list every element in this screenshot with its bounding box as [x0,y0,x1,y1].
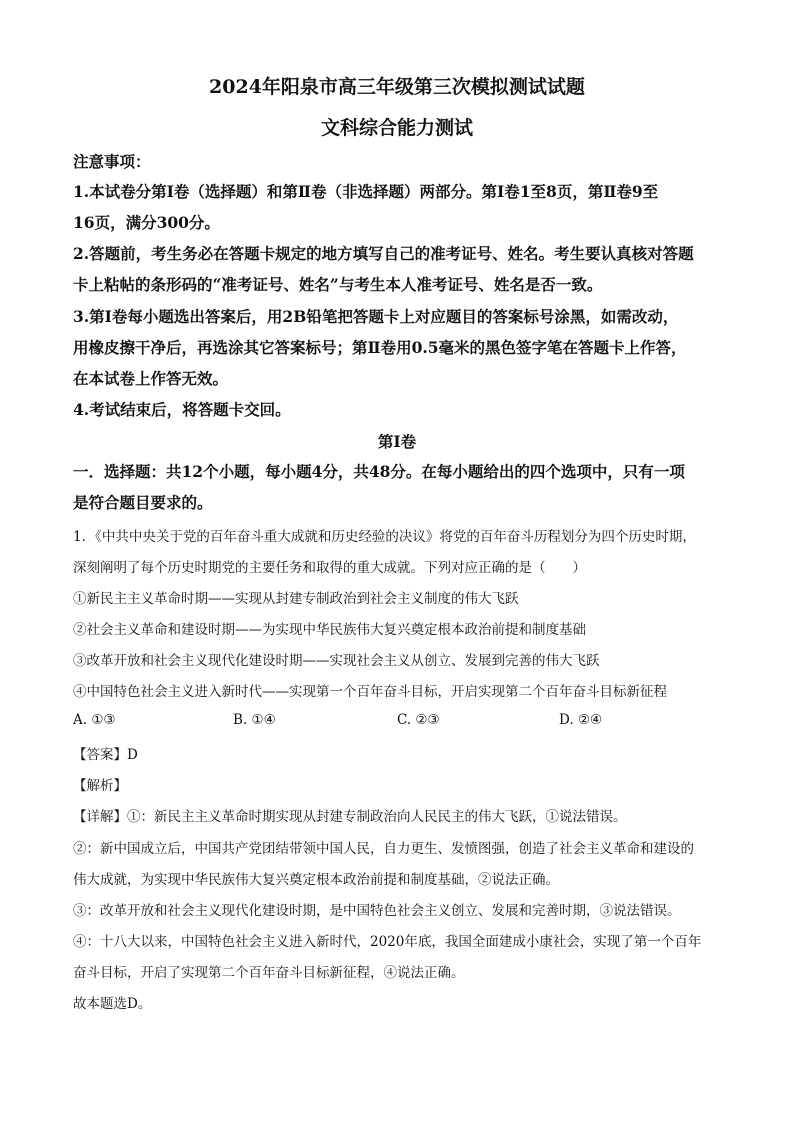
volume-heading: 第Ⅰ卷 [377,432,417,451]
analysis-detail: ③：改革开放和社会主义现代化建设时期，是中国特色社会主义创立、发展和完善时期，③说法错误。 [73,903,681,919]
section-instructions: 一．选择题：共12个小题，每小题4分，共48分。在每小题给出的四个选项中，只有一项 [73,462,685,481]
notice-line: 在本试卷上作答无效。 [73,369,229,388]
question-statement: ③改革开放和社会主义现代化建设时期——实现社会主义从创立、发展到完善的伟大飞跃 [73,653,600,669]
notice-line: 1.本试卷分第Ⅰ卷（选择题）和第Ⅱ卷（非选择题）两部分。第Ⅰ卷1至8页，第Ⅱ卷9至 [73,182,659,201]
question-statement: ①新民主主义革命时期——实现从封建专制政治到社会主义制度的伟大飞跃 [73,591,519,607]
notice-line: 4.考试结束后，将答题卡交回。 [73,400,291,419]
analysis-label: 【解析】 [73,778,127,794]
analysis-detail: 奋斗目标，开启了实现第二个百年奋斗目标新征程，④说法正确。 [73,965,465,981]
notice-heading: 注意事项： [73,152,151,171]
option-d: D. ②④ [559,712,603,728]
notice-line: 卡上粘帖的条形码的“准考证号、姓名”与考生本人准考证号、姓名是否一致。 [73,275,603,294]
analysis-detail: 【详解】①：新民主主义革命时期实现从封建专制政治向人民民主的伟大飞跃，①说法错误。 [73,809,627,825]
option-a: A. ①③ [73,712,116,728]
exam-subtitle: 文科综合能力测试 [320,117,473,139]
notice-line: 2.答题前，考生务必在答题卡规定的地方填写自己的准考证号、姓名。考生要认真核对答题 [73,244,694,263]
analysis-detail: ④：十八大以来，中国特色社会主义进入新时代，2020年底，我国全面建成小康社会，实现了第一个百年 [73,934,702,950]
option-b: B. ①④ [233,712,276,728]
analysis-conclusion: 故本题选D。 [73,996,152,1012]
analysis-detail: ②：新中国成立后，中国共产党团结带领中国人民，自力更生、发愤图强，创造了社会主义革命和建设的 [73,841,694,857]
question-statement: ④中国特色社会主义进入新时代——实现第一个百年奋斗目标，开启实现第二个百年奋斗目标新征程 [73,684,667,700]
option-c: C. ②③ [397,712,440,728]
question-stem: 1．《中共中央关于党的百年奋斗重大成就和历史经验的决议》将党的百年奋斗历程划分为四个历史时期， [73,529,696,545]
notice-line: 3.第Ⅰ卷每小题选出答案后，用2B铅笔把答题卡上对应题目的答案标号涂黑，如需改动， [73,307,679,326]
answer-line: 【答案】D [73,747,138,763]
notice-line: 用橡皮擦干净后，再选涂其它答案标号；第Ⅱ卷用0.5毫米的黑色签字笔在答题卡上作答， [73,338,687,357]
section-instructions: 是符合题目要求的。 [73,493,213,512]
exam-title: 2024年阳泉市高三年级第三次模拟测试试题 [209,76,585,98]
question-statement: ②社会主义革命和建设时期——为实现中华民族伟大复兴奠定根本政治前提和制度基础 [73,622,586,638]
analysis-detail: 伟大成就，为实现中华民族伟大复兴奠定根本政治前提和制度基础，②说法正确。 [73,872,559,888]
notice-line: 16页，满分300分。 [73,213,220,232]
question-stem: 深刻阐明了每个历史时期党的主要任务和取得的重大成就。下列对应正确的是（ ） [73,560,586,576]
